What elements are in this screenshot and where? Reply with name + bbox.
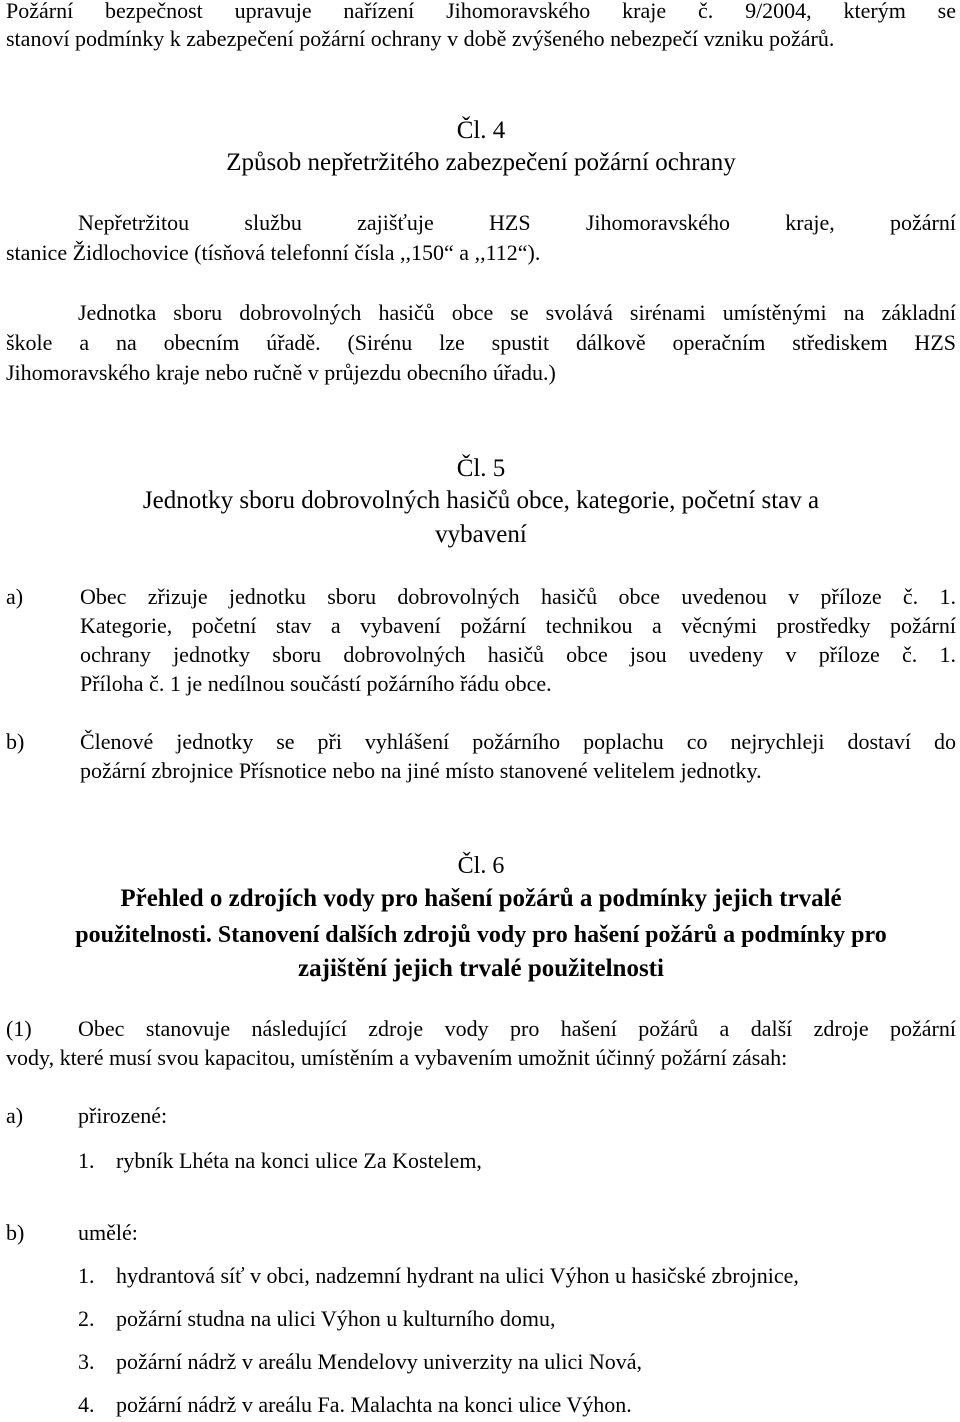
artificial-source-number: 2. [78,1306,95,1331]
article-5-item-b-label: b) [6,729,25,754]
article-4-number: Čl. 4 [456,117,506,144]
article-6-item-a-label: a) [6,1103,24,1128]
article-4-p1-line-1: Nepřetržitou službu zajišťuje HZS Jihomoravského kraje, požární [78,210,956,235]
article-6-item-b-text: umělé: [78,1220,138,1245]
article-4-title: Způsob nepřetržitého zabezpečení požární ochrany [226,149,736,176]
article-6-p1-label: (1) [6,1016,32,1041]
artificial-source-item [78,1390,956,1420]
artificial-source-number: 4. [78,1392,95,1417]
intro-line-1: Požární bezpečnost upravuje nařízení Jihomoravského kraje č. 9/2004, kterým se [6,0,956,23]
article-6-p1-line-2: vody, které musí svou kapacitou, umístěním a vybavením umožnit účinný požární zásah: [6,1045,788,1070]
article-6-item-b-label: b) [6,1220,25,1245]
artificial-source-item [78,1304,956,1334]
article-6-title-line-1: Přehled o zdrojích vody pro hašení požárů a podmínky jejich trvalé [120,885,842,912]
article-5-item-a-line-3: ochrany jednotky sboru dobrovolných hasičů obce jsou uvedeny v příloze č. 1. [80,642,956,667]
article-5-item-a-line-4: Příloha č. 1 je nedílnou součástí požárního řádu obce. [80,671,552,696]
article-5-number: Čl. 5 [456,455,506,482]
article-5-title-line-1: Jednotky sboru dobrovolných hasičů obce, kategorie, početní stav a [142,487,820,514]
article-5-item-b-line-2: požární zbrojnice Přísnotice nebo na jiné místo stanovené velitelem jednotky. [80,758,762,783]
article-6-item-a-text: přirozené: [78,1103,168,1128]
article-6-p1-line-1: Obec stanovuje následující zdroje vody pro hašení požárů a další zdroje požární [78,1016,956,1041]
natural-source-item [78,1146,956,1176]
article-5-item-a-label: a) [6,584,24,609]
article-5-item-a-line-1: Obec zřizuje jednotku sboru dobrovolných hasičů obce uvedenou v příloze č. 1. [80,584,956,609]
artificial-source-text: požární nádrž v areálu Fa. Malachta na konci ulice Výhon. [116,1392,632,1417]
artificial-source-text: požární studna na ulici Výhon u kulturního domu, [116,1306,556,1331]
article-5-item-b-line-1: Členové jednotky se při vyhlášení požárního poplachu co nejrychleji dostaví do [80,729,956,754]
article-4-p2-line-1: Jednotka sboru dobrovolných hasičů obce se svolává sirénami umístěnými na základní [78,300,956,325]
artificial-source-text: hydrantová síť v obci, nadzemní hydrant na ulici Výhon u hasičské zbrojnice, [116,1263,799,1288]
article-4-p2-line-2: škole a na obecním úřadě. (Sirénu lze spustit dálkově operačním střediskem HZS [6,330,956,355]
artificial-source-number: 3. [78,1349,95,1374]
article-4-p2-line-3: Jihomoravského kraje nebo ručně v průjezdu obecního úřadu.) [6,360,556,385]
article-5-title-line-2: vybavení [435,521,527,548]
article-6-number: Čl. 6 [457,853,505,879]
article-6-title-line-3: zajištění jejich trvalé použitelnosti [298,955,664,982]
intro-line-2: stanoví podmínky k zabezpečení požární ochrany v době zvýšeného nebezpečí vzniku požárů. [6,26,835,51]
artificial-source-item [78,1347,956,1377]
article-4-p1-line-2: stanice Židlochovice (tísňová telefonní čísla ,,150“ a ,,112“). [6,240,541,265]
artificial-source-number: 1. [78,1263,95,1288]
article-6-title-line-2: použitelnosti. Stanovení dalších zdrojů vody pro hašení požárů a podmínky pro [75,922,887,948]
artificial-source-text: požární nádrž v areálu Mendelovy univerzity na ulici Nová, [116,1349,642,1374]
natural-source-number: 1. [78,1148,95,1173]
natural-source-text: rybník Lhéta na konci ulice Za Kostelem, [116,1148,482,1173]
artificial-source-item [78,1261,956,1291]
article-5-item-a-line-2: Kategorie, početní stav a vybavení požární technikou a věcnými prostředky požární [80,613,956,638]
